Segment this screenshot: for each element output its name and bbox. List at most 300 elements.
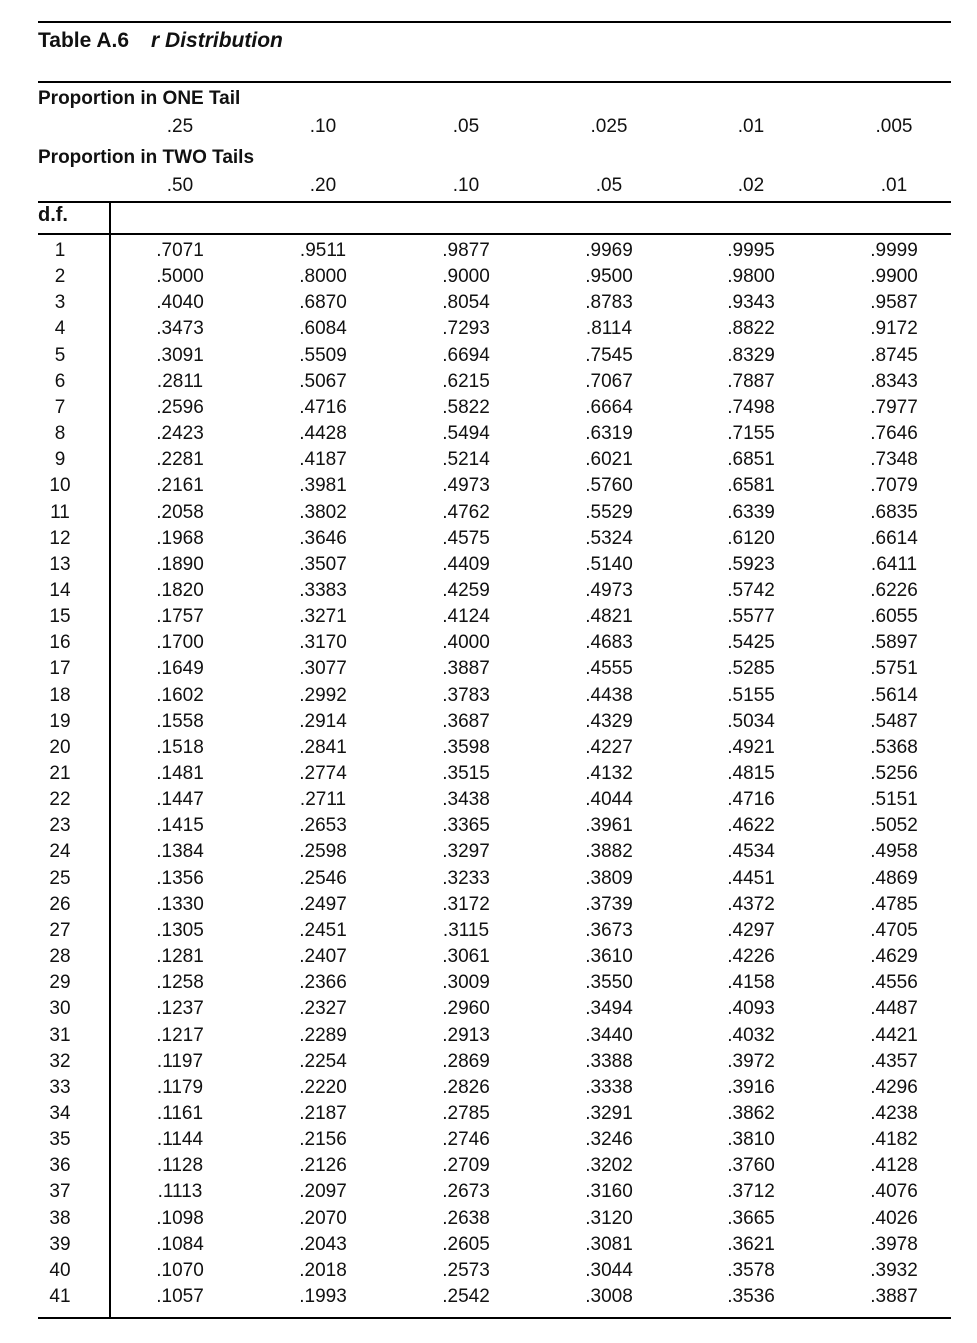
value-cell: .4438 [585,684,633,706]
df-cell: 21 [49,763,71,784]
value-cell: .4226 [727,946,775,968]
value-cell: .3202 [585,1155,633,1177]
value-cell: .1144 [156,1129,204,1151]
table-row [0,343,977,369]
df-cell: 13 [49,553,71,575]
value-cell: .8343 [870,370,918,392]
value-cell: .6851 [727,449,775,471]
df-cell: 9 [54,449,66,471]
value-cell: .7067 [585,370,633,392]
value-cell: .4716 [727,789,775,811]
df-cell: 7 [54,396,66,418]
table-row [0,1258,977,1284]
value-cell: .3621 [727,1233,775,1255]
value-cell: .4238 [870,1102,918,1124]
value-cell: .1305 [156,919,204,941]
value-cell: .7977 [870,396,918,418]
value-cell: .4372 [727,893,775,915]
value-cell: .1281 [156,946,204,968]
two-tails-col: .10 [452,175,480,196]
value-cell: .1128 [156,1155,204,1177]
two-tails-label: Proportion in TWO Tails [38,147,255,168]
value-cell: .3712 [727,1181,775,1203]
value-cell: .3578 [727,1259,775,1281]
value-cell: .2811 [156,370,204,392]
value-cell: .2281 [156,449,204,471]
value-cell: .5214 [442,449,490,471]
value-cell: .2826 [442,1076,490,1098]
value-cell: .8822 [727,318,775,340]
df-cell: 16 [49,632,71,654]
value-cell: .4297 [727,919,775,941]
value-cell: .2058 [156,501,204,523]
df-cell: 29 [49,972,71,994]
table-row [0,1232,977,1258]
df-cell: 18 [49,684,71,706]
value-cell: .2546 [299,867,347,889]
df-cell: 34 [49,1102,71,1124]
value-cell: .8745 [870,344,918,366]
df-cell: 40 [49,1259,71,1281]
table-row [0,395,977,421]
value-cell: .7498 [727,396,775,418]
value-cell: .8783 [585,292,633,314]
value-cell: .3120 [585,1207,633,1229]
table-row [0,709,977,735]
value-cell: .4428 [299,423,347,445]
value-cell: .6215 [442,370,490,392]
value-cell: .8000 [299,266,347,288]
two-tails-col: .01 [880,175,908,196]
value-cell: .4622 [727,815,775,837]
value-cell: .3081 [585,1233,633,1255]
value-cell: .3172 [442,893,490,915]
value-cell: .7887 [727,370,775,392]
value-cell: .4716 [299,396,347,418]
value-cell: .3673 [585,919,633,941]
value-cell: .3739 [585,893,633,915]
df-cell: 14 [49,579,71,601]
value-cell: .1161 [156,1102,204,1124]
df-cell: 2 [54,266,66,288]
value-cell: .2913 [442,1024,490,1046]
table-row [0,1153,977,1179]
value-cell: .3507 [299,553,347,575]
value-cell: .4451 [727,867,775,889]
df-cell: 37 [49,1181,71,1203]
value-cell: .3665 [727,1207,775,1229]
value-cell: .9587 [870,292,918,314]
value-cell: .1070 [156,1259,204,1281]
value-cell: .4182 [870,1129,918,1151]
value-cell: .2097 [299,1181,347,1203]
value-cell: .3515 [442,763,490,784]
title-rule [38,81,951,83]
one-tail-label: Proportion in ONE Tail [38,88,241,109]
value-cell: .5151 [870,789,918,811]
value-cell: .9511 [299,240,347,261]
table-row [0,290,977,316]
value-cell: .3291 [585,1102,633,1124]
value-cell: .3932 [870,1259,918,1281]
df-cell: 8 [54,423,66,445]
df-cell: 38 [49,1207,71,1229]
table-row [0,604,977,630]
value-cell: .2423 [156,423,204,445]
df-cell: 19 [49,710,71,732]
value-cell: .2018 [299,1259,347,1281]
value-cell: .4040 [156,292,204,314]
value-cell: .5155 [727,684,775,706]
value-cell: .6120 [727,527,775,549]
value-cell: .4973 [585,579,633,601]
value-cell: .5034 [727,710,775,732]
value-cell: .4487 [870,998,918,1020]
value-cell: .3061 [442,946,490,968]
one-tail-col: .005 [875,116,913,137]
df-cell: 23 [49,815,71,837]
value-cell: .4821 [585,606,633,628]
value-cell: .1258 [156,972,204,994]
bottom-rule [38,1317,951,1319]
value-cell: .3473 [156,318,204,340]
value-cell: .7155 [727,423,775,445]
table-name: r Distribution [151,29,283,52]
two-tails-col: .02 [737,175,765,196]
value-cell: .8054 [442,292,490,314]
value-cell: .1415 [156,815,204,837]
value-cell: .2785 [442,1102,490,1124]
value-cell: .3760 [727,1155,775,1177]
value-cell: .1384 [156,841,204,863]
value-cell: .2596 [156,396,204,418]
table-row [0,264,977,290]
df-cell: 33 [49,1076,71,1098]
table-title [38,29,283,53]
df-cell: 28 [49,946,71,968]
value-cell: .3338 [585,1076,633,1098]
value-cell: .1890 [156,553,204,575]
df-cell: 27 [49,919,71,941]
value-cell: .4705 [870,919,918,941]
value-cell: .5052 [870,815,918,837]
value-cell: .3438 [442,789,490,811]
value-cell: .2711 [299,789,347,811]
value-cell: .2774 [299,763,347,784]
top-rule [38,21,951,23]
value-cell: .2043 [299,1233,347,1255]
value-cell: .2161 [156,475,204,497]
value-cell: .3550 [585,972,633,994]
value-cell: .5425 [727,632,775,654]
value-cell: .3882 [585,841,633,863]
value-cell: .5614 [870,684,918,706]
value-cell: .3802 [299,501,347,523]
value-cell: .1447 [156,789,204,811]
value-cell: .3783 [442,684,490,706]
value-cell: .1217 [156,1024,204,1046]
table-row [0,1284,977,1310]
table-row [0,552,977,578]
value-cell: .5742 [727,579,775,601]
df-cell: 11 [50,501,70,523]
value-cell: .5324 [585,527,633,549]
value-cell: .9995 [727,240,775,261]
value-cell: .9000 [442,266,490,288]
df-cell: 24 [49,841,71,863]
value-cell: .4409 [442,553,490,575]
value-cell: .3388 [585,1050,633,1072]
table-row [0,866,977,892]
value-cell: .4869 [870,867,918,889]
value-cell: .3383 [299,579,347,601]
value-cell: .2914 [299,710,347,732]
value-cell: .3961 [585,815,633,837]
value-cell: .2366 [299,972,347,994]
value-cell: .2451 [299,919,347,941]
value-cell: .6835 [870,501,918,523]
table-row [0,526,977,552]
value-cell: .7071 [156,240,204,261]
table-row [0,735,977,761]
value-cell: .2598 [299,841,347,863]
value-cell: .1518 [156,736,204,758]
two-tails-header [0,175,977,197]
value-cell: .4000 [442,632,490,654]
value-cell: .2673 [442,1181,490,1203]
df-cell: 41 [49,1286,71,1307]
value-cell: .4124 [442,606,490,628]
value-cell: .3887 [442,658,490,680]
value-cell: .3536 [727,1286,775,1307]
two-tails-col: .20 [309,175,337,196]
value-cell: .4132 [585,763,633,784]
value-cell: .3008 [585,1286,633,1307]
value-cell: .3610 [585,946,633,968]
value-cell: .1649 [156,658,204,680]
value-cell: .1330 [156,893,204,915]
value-cell: .3077 [299,658,347,680]
value-cell: .5067 [299,370,347,392]
value-cell: .3494 [585,998,633,1020]
value-cell: .5897 [870,632,918,654]
value-cell: .4815 [727,763,775,784]
value-cell: .5760 [585,475,633,497]
value-cell: .3044 [585,1259,633,1281]
value-cell: .1057 [156,1286,204,1307]
value-cell: .3687 [442,710,490,732]
df-cell: 31 [49,1024,71,1046]
table-row [0,238,977,264]
value-cell: .4259 [442,579,490,601]
table-row [0,316,977,342]
value-cell: .6694 [442,344,490,366]
value-cell: .4762 [442,501,490,523]
value-cell: .3887 [870,1286,918,1307]
value-cell: .3978 [870,1233,918,1255]
table-row [0,656,977,682]
table-row [0,578,977,604]
value-cell: .1481 [156,763,204,784]
value-cell: .7545 [585,344,633,366]
value-cell: .3009 [442,972,490,994]
value-cell: .3598 [442,736,490,758]
value-cell: .4629 [870,946,918,968]
value-cell: .3981 [299,475,347,497]
table-row [0,369,977,395]
value-cell: .3297 [442,841,490,863]
value-cell: .3810 [727,1129,775,1151]
value-cell: .5529 [585,501,633,523]
value-cell: .6226 [870,579,918,601]
value-cell: .2327 [299,998,347,1020]
df-cell: 4 [54,318,66,340]
value-cell: .3862 [727,1102,775,1124]
value-cell: .6411 [870,553,918,575]
value-cell: .8114 [585,318,633,340]
value-cell: .1179 [156,1076,204,1098]
value-cell: .2156 [299,1129,347,1151]
value-cell: .9969 [585,240,633,261]
value-cell: .3365 [442,815,490,837]
value-cell: .1084 [156,1233,204,1255]
value-cell: .6055 [870,606,918,628]
value-cell: .6870 [299,292,347,314]
df-cell: 1 [54,240,66,261]
one-tail-col: .10 [309,116,337,137]
df-cell: 6 [54,370,66,392]
value-cell: .9999 [870,240,918,261]
value-cell: .3440 [585,1024,633,1046]
value-cell: .4076 [870,1181,918,1203]
value-cell: .2638 [442,1207,490,1229]
df-cell: 22 [49,789,71,811]
one-tail-col: .25 [166,116,194,137]
value-cell: .3115 [442,919,490,941]
table-label: Table A.6 [38,29,130,52]
value-cell: .4683 [585,632,633,654]
value-cell: .4227 [585,736,633,758]
value-cell: .1820 [156,579,204,601]
value-cell: .4785 [870,893,918,915]
value-cell: .4329 [585,710,633,732]
value-cell: .1993 [299,1286,347,1307]
value-cell: .1237 [156,998,204,1020]
table-row [0,892,977,918]
one-tail-header [0,116,977,138]
one-tail-col: .05 [452,116,480,137]
table-row [0,1127,977,1153]
value-cell: .3170 [299,632,347,654]
df-cell: 20 [49,736,71,758]
table-row [0,918,977,944]
two-tails-col: .05 [595,175,623,196]
df-cell: 10 [49,475,71,497]
value-cell: .6664 [585,396,633,418]
value-cell: .5000 [156,266,204,288]
one-tail-col: .01 [737,116,765,137]
value-cell: .9172 [870,318,918,340]
value-cell: .7293 [442,318,490,340]
value-cell: .9900 [870,266,918,288]
value-cell: .2289 [299,1024,347,1046]
value-cell: .2653 [299,815,347,837]
value-cell: .9500 [585,266,633,288]
value-cell: .2187 [299,1102,347,1124]
table-row [0,787,977,813]
df-cell: 12 [49,527,71,549]
value-cell: .1602 [156,684,204,706]
value-cell: .2573 [442,1259,490,1281]
value-cell: .9877 [442,240,490,261]
value-cell: .7646 [870,423,918,445]
value-cell: .5487 [870,710,918,732]
value-cell: .4973 [442,475,490,497]
value-cell: .5751 [870,658,918,680]
df-cell: 32 [49,1050,71,1072]
value-cell: .3916 [727,1076,775,1098]
value-cell: .6319 [585,423,633,445]
value-cell: .2497 [299,893,347,915]
value-cell: .4044 [585,789,633,811]
value-cell: .5577 [727,606,775,628]
table-row [0,447,977,473]
value-cell: .7079 [870,475,918,497]
value-cell: .4158 [727,972,775,994]
table-row [0,1075,977,1101]
value-cell: .5368 [870,736,918,758]
value-cell: .4296 [870,1076,918,1098]
value-cell: .6614 [870,527,918,549]
value-cell: .2220 [299,1076,347,1098]
value-cell: .1356 [156,867,204,889]
value-cell: .4421 [870,1024,918,1046]
value-cell: .2746 [442,1129,490,1151]
df-cell: 26 [49,893,71,915]
value-cell: .4921 [727,736,775,758]
df-cell: 39 [49,1233,71,1255]
value-cell: .8329 [727,344,775,366]
df-cell: 5 [54,344,66,366]
value-cell: .5923 [727,553,775,575]
one-tail-col: .025 [590,116,628,137]
table-row [0,1179,977,1205]
value-cell: .9800 [727,266,775,288]
value-cell: .1968 [156,527,204,549]
value-cell: .5140 [585,553,633,575]
table-row [0,839,977,865]
value-cell: .4534 [727,841,775,863]
value-cell: .2542 [442,1286,490,1307]
table-row [0,500,977,526]
value-cell: .6339 [727,501,775,523]
value-cell: .4128 [870,1155,918,1177]
value-cell: .4093 [727,998,775,1020]
value-cell: .1197 [156,1050,204,1072]
column-header-rule [38,233,951,235]
value-cell: .3972 [727,1050,775,1072]
value-cell: .2992 [299,684,347,706]
value-cell: .3271 [299,606,347,628]
value-cell: .4575 [442,527,490,549]
df-cell: 15 [49,606,71,628]
value-cell: .4357 [870,1050,918,1072]
value-cell: .5256 [870,763,918,784]
table-row [0,813,977,839]
value-cell: .1757 [156,606,204,628]
value-cell: .3233 [442,867,490,889]
df-cell: 35 [49,1129,71,1151]
